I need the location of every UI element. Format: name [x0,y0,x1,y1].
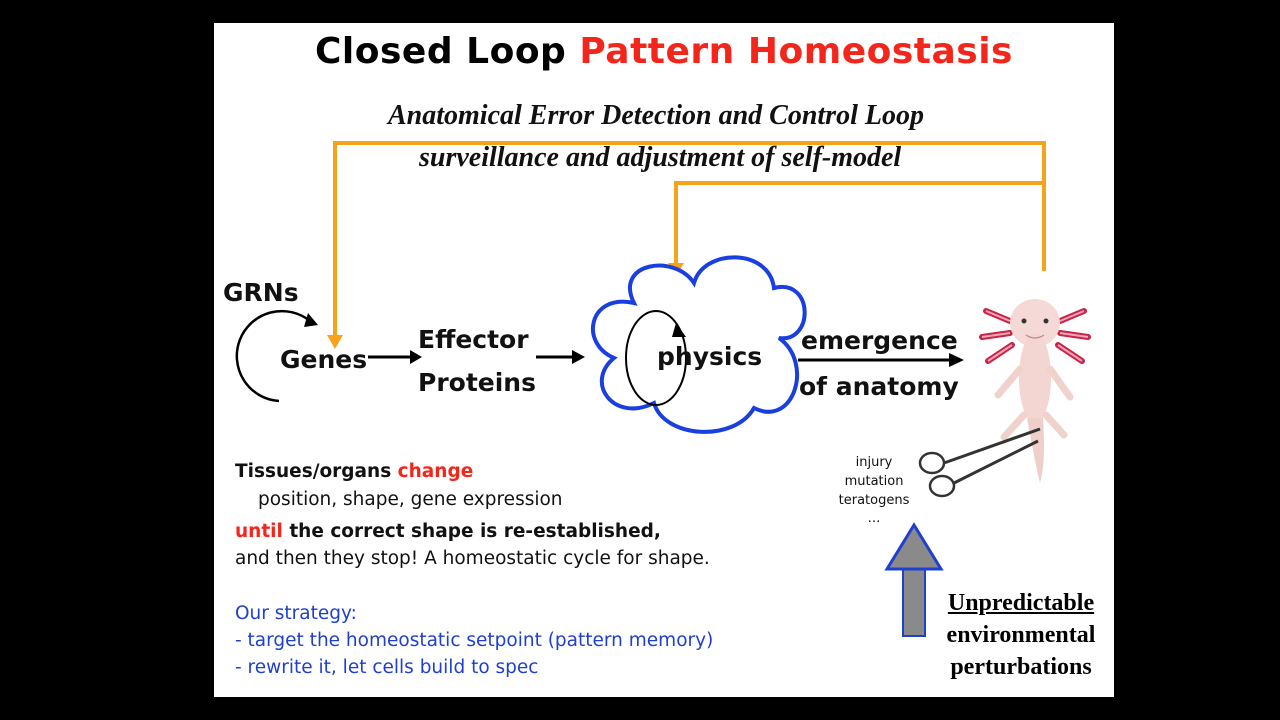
perturb-item-mutation: mutation [844,474,904,489]
until-text: until [235,521,283,542]
change-text: change [397,461,474,482]
loop-label-line2: surveillance and adjustment of self-model [419,142,902,173]
slide [214,23,1114,697]
strategy-item-1: - target the homeostatic setpoint (pattern memory) [235,630,714,651]
perturb-item-teratogens: teratogens [838,493,910,508]
axolotl-image [982,299,1088,483]
physics-label: physics [657,342,763,371]
scissors-icon [920,429,1040,496]
genes-label: Genes [280,345,368,374]
grns-label: GRNs [223,278,299,307]
loop-label-line1: Anatomical Error Detection and Control Loop [388,100,924,131]
title-part2: Pattern Homeostasis [579,31,1013,72]
title-part1: Closed Loop [315,31,567,72]
perturbation-arrow [887,525,941,636]
arrow-genes-to-effector [368,350,422,364]
arrow-physics-to-anatomy [798,353,964,367]
arrow-effector-to-physics [536,350,585,364]
perturb-item-injury: injury [855,455,893,470]
perturb-label-line3: perturbations [950,654,1092,680]
strategy-item-2: - rewrite it, let cells build to spec [235,657,539,678]
perturb-item-ellipsis: … [867,511,881,526]
reestablished-text: the correct shape is re-established, [289,521,661,542]
strategy-heading: Our strategy: [235,603,357,624]
tissues-line [235,461,473,482]
effector-label-line1: Effector [418,325,529,354]
emergence-label-line2: of anatomy [799,372,959,401]
stop-line: and then they stop! A homeostatic cycle for shape. [235,548,710,569]
tissues-text: Tissues/organs [235,461,392,482]
properties-line: position, shape, gene expression [258,489,563,510]
perturb-label-line1: Unpredictable [947,590,1095,616]
emergence-label-line1: emergence [801,326,958,355]
slide-title [214,31,1114,72]
effector-label-line2: Proteins [418,368,536,397]
perturb-label-line2: environmental [946,622,1096,648]
until-line [235,521,661,542]
